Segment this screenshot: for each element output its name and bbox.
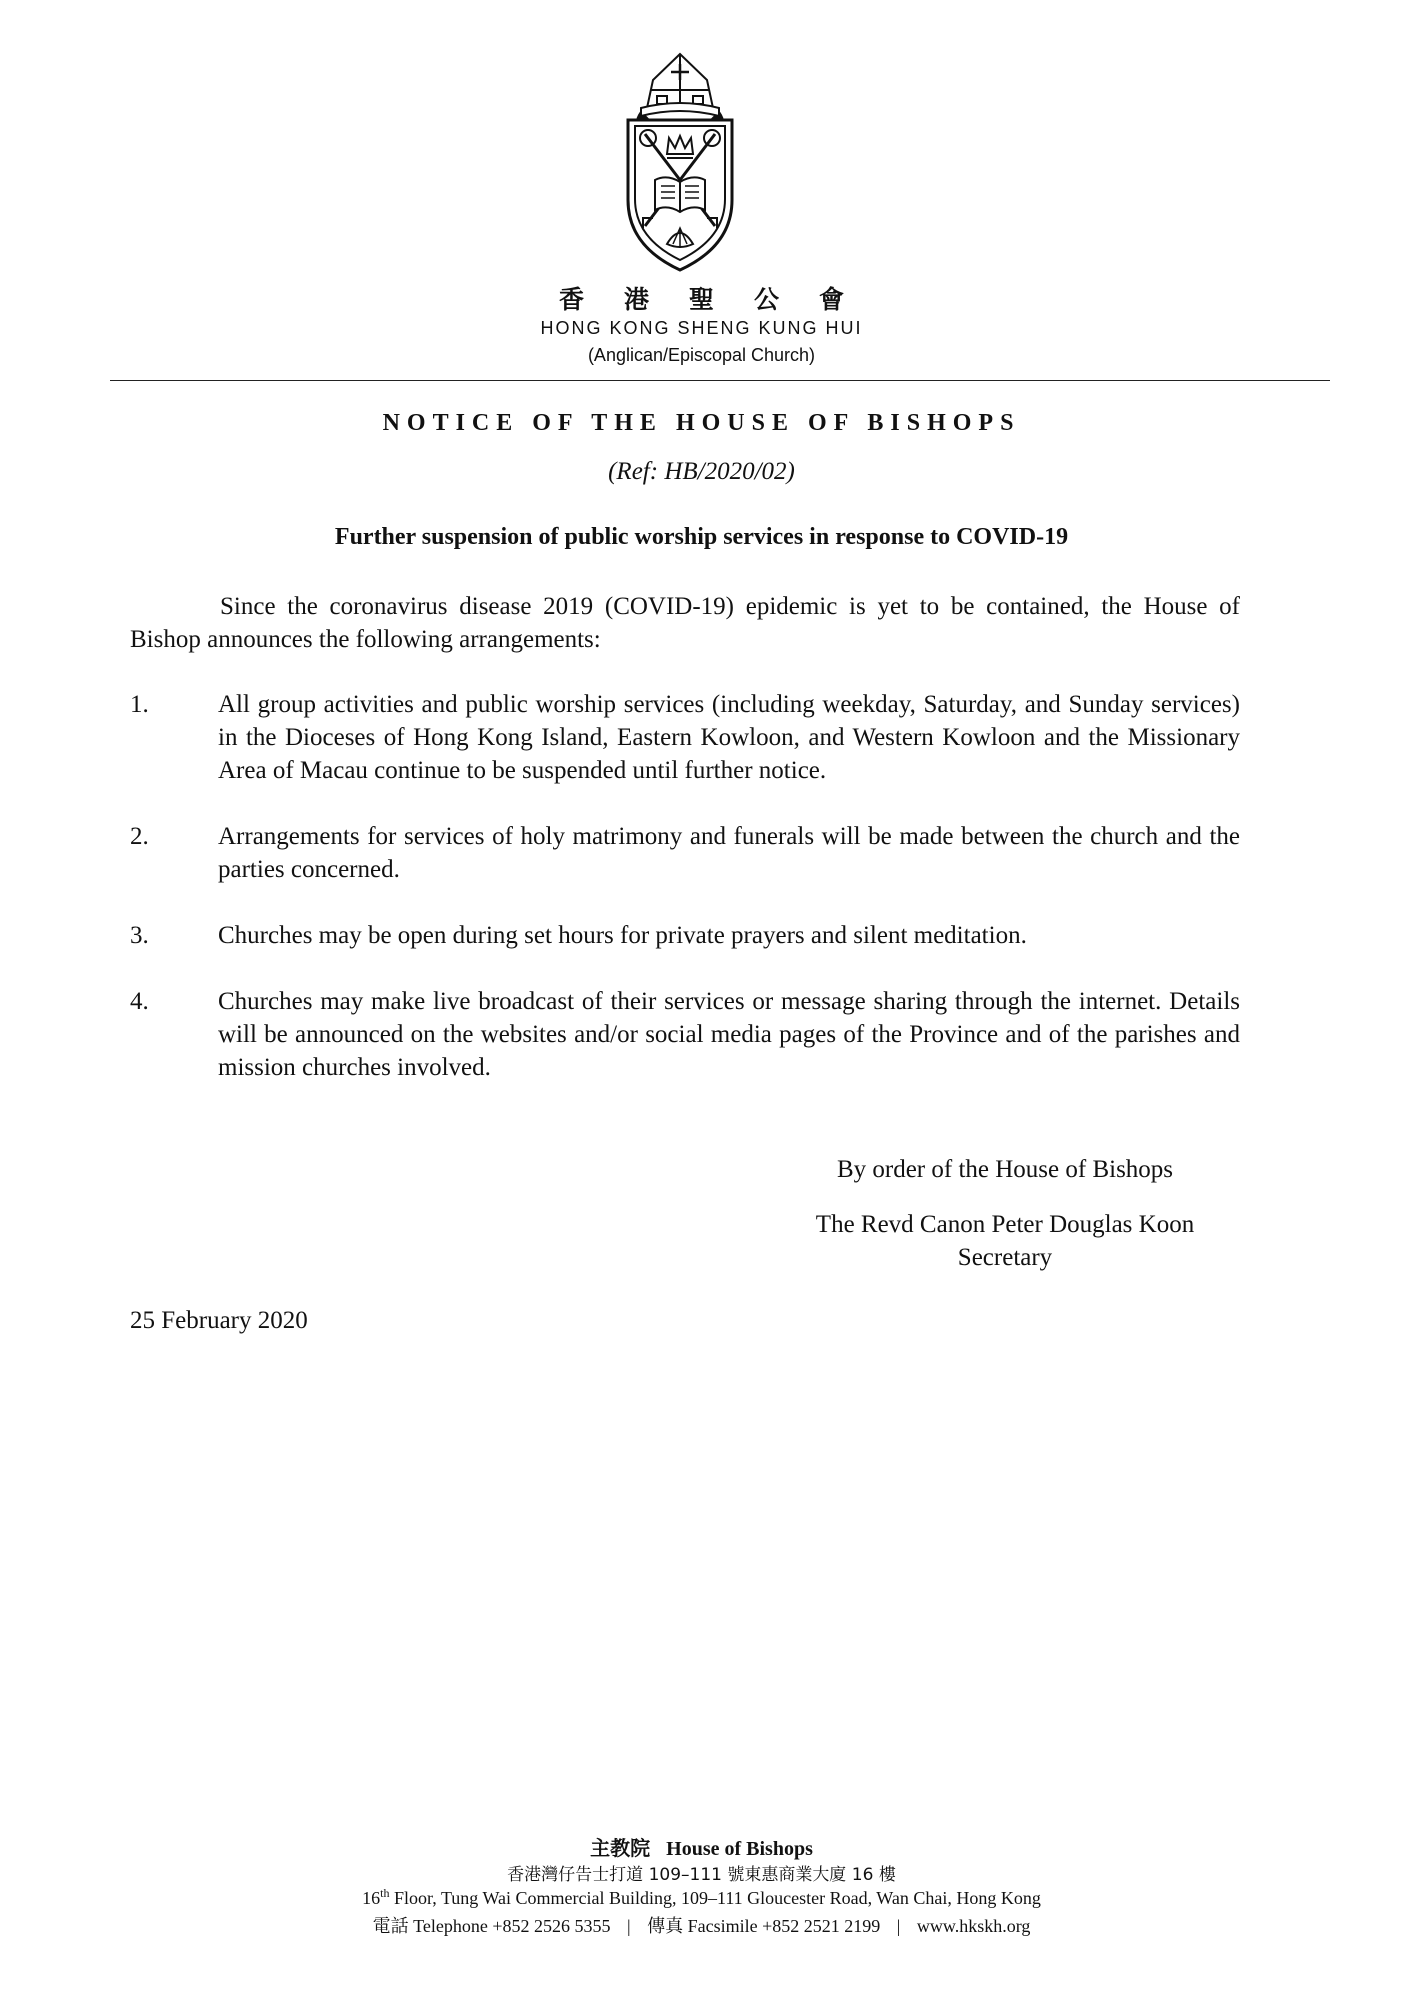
notice-title: NOTICE OF THE HOUSE OF BISHOPS: [382, 410, 1021, 436]
list-item-number: 1.: [130, 691, 149, 718]
footer-separator: |: [626, 1916, 631, 1936]
signoff-line: By order of the House of Bishops: [836, 1156, 1174, 1183]
list-item-number: 3.: [130, 922, 149, 949]
footer-website-link[interactable]: www.hkskh.org: [916, 1916, 1031, 1936]
footer-fax-chinese: 傳真: [647, 1916, 684, 1937]
footer-office: [0, 1832, 1403, 1861]
notice-subject: Further suspension of public worship services in response to COVID-19: [334, 524, 1069, 550]
footer-telephone-chinese: 電話: [372, 1916, 409, 1937]
notice-date: 25 February 2020: [130, 1307, 308, 1334]
footer-fax: +852 2521 2199: [762, 1916, 881, 1936]
footer-office-chinese: 主教院: [590, 1836, 651, 1860]
church-name-english: HONG KONG SHENG KUNG HUI: [540, 318, 863, 338]
footer-address-text: Floor, Tung Wai Commercial Building, 109–111 Gloucester Road, Wan Chai, Hong Kong: [389, 1888, 1041, 1908]
list-item-text: All group activities and public worship services (including weekday, Saturday, and Sunday services) in the Dioceses of Hong Kong Island, Eastern Kowloon, and Western Kowloon and the Missionary Area of Macau continue to be suspended until further notice.: [218, 691, 1240, 784]
footer-fax-label: Facsimile: [687, 1916, 758, 1936]
footer-address-english: [0, 1886, 1403, 1909]
church-denomination: (Anglican/Episcopal Church): [587, 345, 816, 365]
footer-floor-suffix: th: [380, 1886, 390, 1900]
header-divider: [110, 380, 1330, 381]
signatory-title: Secretary: [957, 1244, 1053, 1271]
footer-office-english: House of Bishops: [666, 1838, 813, 1860]
footer-telephone: +852 2526 5355: [492, 1916, 611, 1936]
church-name-chinese: 香港聖公會: [558, 285, 884, 314]
footer-floor-number: 16: [362, 1888, 381, 1908]
notice-reference: (Ref: HB/2020/02): [608, 458, 795, 485]
footer-telephone-label: Telephone: [413, 1916, 488, 1936]
church-coat-of-arms-logo: [611, 50, 749, 276]
intro-paragraph: Since the coronavirus disease 2019 (COVID-19) epidemic is yet to be contained, the House of Bishop announces the following arrangements:: [130, 593, 1240, 653]
list-item-number: 2.: [130, 823, 149, 850]
signatory-name: The Revd Canon Peter Douglas Koon: [815, 1211, 1195, 1238]
list-item-text: Churches may make live broadcast of their services or message sharing through the internet. Details will be announced on the websites and/or social media pages of the Province and of the parishes and mission churches involved.: [218, 988, 1240, 1081]
footer-separator: |: [896, 1916, 901, 1936]
list-item-text: Arrangements for services of holy matrimony and funerals will be made between the church and the parties concerned.: [218, 823, 1240, 883]
footer-address-chinese: 香港灣仔告士打道 109–111 號東惠商業大廈 16 樓: [507, 1865, 896, 1885]
list-item-text: Churches may be open during set hours for private prayers and silent meditation.: [218, 922, 1027, 949]
list-item-number: 4.: [130, 988, 149, 1015]
footer-contact: [0, 1912, 1403, 1938]
